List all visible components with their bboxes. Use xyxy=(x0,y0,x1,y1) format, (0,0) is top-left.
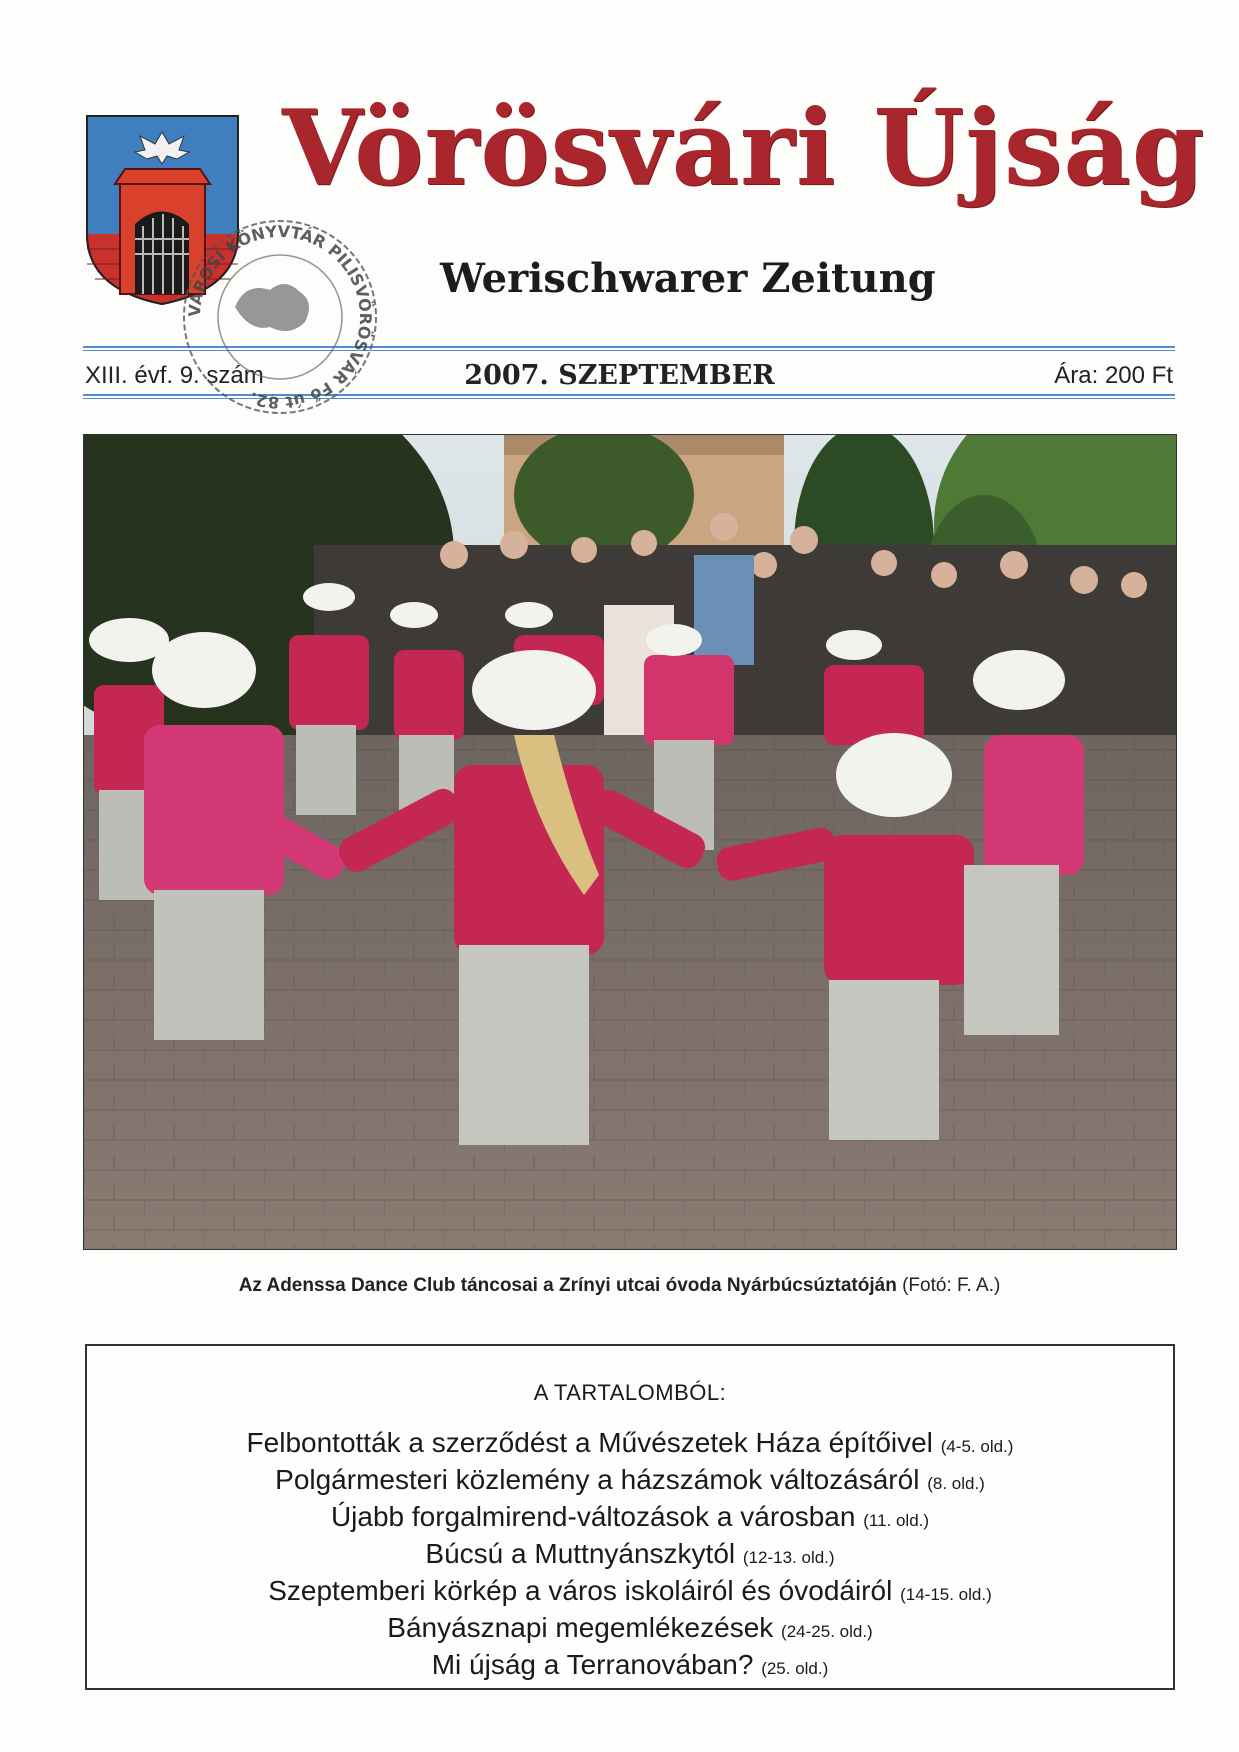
contents-item[interactable] xyxy=(87,1611,1173,1648)
photo-caption-text: Az Adenssa Dance Club táncosai a Zrínyi utcai óvoda Nyárbúcsúztatóján xyxy=(238,1275,897,1296)
newspaper-title: Vörösvári Újság xyxy=(282,86,1206,209)
contents-item[interactable] xyxy=(87,1537,1173,1574)
contents-item-page: (25. old.) xyxy=(761,1659,829,1678)
dancers-photo-illustration xyxy=(84,435,1176,1249)
contents-item-title: Újabb forgalmirend-változások a városban xyxy=(330,1501,856,1532)
contents-item-page: (24-25. old.) xyxy=(781,1622,873,1641)
newspaper-subtitle: Werischwarer Zeitung xyxy=(440,255,936,302)
cover-photo xyxy=(83,434,1177,1250)
contents-item-page: (14-15. old.) xyxy=(900,1585,992,1604)
contents-item[interactable] xyxy=(87,1574,1173,1611)
issue-price: Ára: 200 Ft xyxy=(1054,362,1173,389)
contents-item-page: (4-5. old.) xyxy=(940,1437,1014,1456)
contents-item[interactable] xyxy=(87,1648,1173,1685)
contents-item-title: Felbontották a szerződést a Művészetek Háza építőivel xyxy=(246,1427,933,1458)
issue-number: XIII. évf. 9. szám xyxy=(85,362,264,389)
contents-item-title: Búcsú a Muttnyánszkytól xyxy=(425,1538,736,1569)
library-stamp-icon xyxy=(175,212,385,422)
contents-heading: A TARTALOMBÓL: xyxy=(533,1380,727,1405)
contents-item[interactable] xyxy=(87,1426,1173,1463)
contents-item-page: (12-13. old.) xyxy=(742,1548,835,1567)
contents-item-title: Szeptemberi körkép a város iskoláiról és óvodáiról xyxy=(268,1575,893,1606)
photo-credit: (Fotó: F. A.) xyxy=(902,1275,1001,1296)
contents-item[interactable] xyxy=(87,1463,1173,1500)
contents-box xyxy=(85,1344,1175,1690)
contents-list xyxy=(87,1426,1173,1685)
stamp-text: VÁROSI KÖNYVTÁR PILISVÖRÖSVÁR Fő út 82. xyxy=(184,221,376,413)
contents-item-page: (8. old.) xyxy=(927,1474,985,1493)
contents-item[interactable] xyxy=(87,1500,1173,1537)
contents-item-title: Bányásznapi megemlékezések xyxy=(387,1612,774,1643)
issue-date: 2007. SZEPTEMBER xyxy=(464,360,775,391)
contents-item-title: Polgármesteri közlemény a házszámok változásáról xyxy=(275,1464,920,1495)
photo-caption xyxy=(0,1275,1239,1297)
contents-item-page: (11. old.) xyxy=(863,1511,930,1530)
contents-item-title: Mi újság a Terranovában? xyxy=(431,1649,754,1680)
